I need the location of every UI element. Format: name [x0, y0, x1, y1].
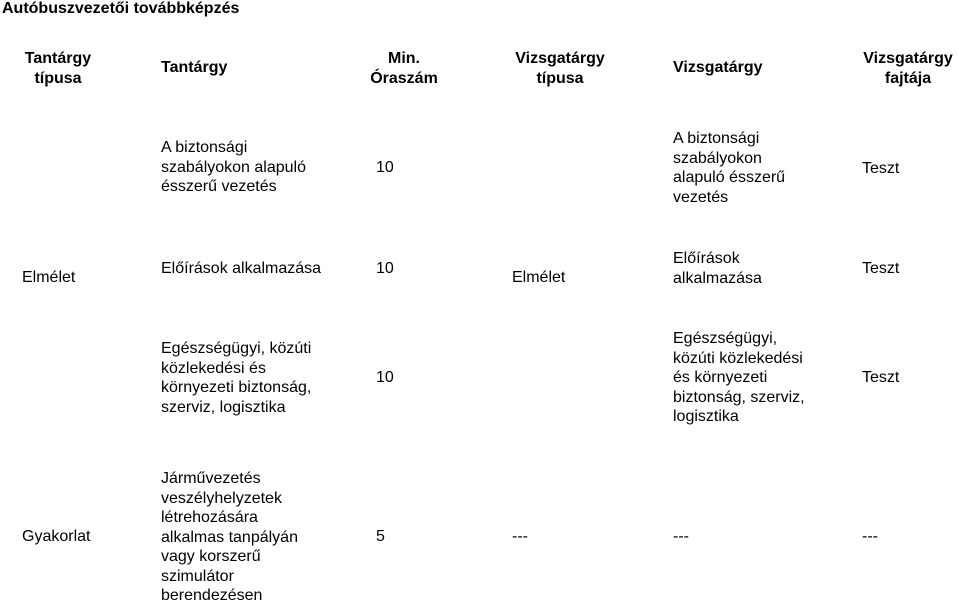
row3-exam-subject-line: és környezeti — [673, 369, 768, 386]
row1-exam-kind: Teszt — [862, 160, 900, 177]
row3-exam-subject-line: biztonság, szerviz, — [673, 388, 805, 406]
row3-subject-line: szerviz, logisztika — [161, 398, 286, 416]
header-min-hours — [363, 49, 445, 88]
header-exam-subject-type — [505, 49, 615, 88]
row4-hours: 5 — [376, 528, 385, 545]
row1-subject — [161, 138, 306, 197]
row4-subject — [161, 469, 298, 606]
row2-exam-subject — [673, 249, 762, 288]
row4-subject-line: alkalmas tanpályán — [161, 528, 298, 546]
row1-exam-subject-line: vezetés — [673, 188, 729, 206]
row4-exam-subject: --- — [673, 528, 689, 545]
header-subject-line1: Tantárgy — [161, 59, 228, 76]
row3-exam-kind: Teszt — [862, 369, 900, 386]
row2-exam-subject-line: Előírások — [673, 250, 740, 267]
row4-subject-line: Járművezetés — [161, 470, 261, 487]
row1-subject-line: ésszerű vezetés — [161, 178, 277, 195]
row4-subject-line: veszélyhelyzetek — [161, 489, 282, 507]
row3-exam-subject — [673, 329, 805, 427]
row1-subject-line: A biztonsági — [161, 139, 248, 156]
row3-subject-line: környezeti biztonság, — [161, 379, 312, 396]
row4-exam-type: --- — [512, 528, 528, 545]
row3-subject-line: Egészségügyi, közúti — [161, 340, 312, 357]
row1-exam-subject-line: A biztonsági — [673, 130, 760, 147]
row3-exam-subject-line: közúti közlekedési — [673, 349, 803, 367]
row4-subject-line: szimulátor — [161, 567, 234, 585]
row4-subject-line: létrehozására — [161, 509, 258, 526]
row2-exam-subject-line: alkalmazása — [673, 269, 762, 287]
header-exam-subject-line1: Vizsgatárgy — [673, 59, 763, 76]
row2-subject: Előírások alkalmazása — [161, 260, 322, 277]
header-subject-type-line2: típusa — [34, 69, 82, 87]
header-subject-type-line1: Tantárgy — [24, 50, 92, 67]
header-min-hours-line1: Min. — [388, 50, 420, 67]
header-subject-type — [17, 49, 99, 88]
header-exam-kind — [853, 49, 959, 88]
row3-subject-line: közlekedési és — [161, 359, 266, 377]
row4-type: Gyakorlat — [22, 528, 91, 545]
row2-exam-type: Elmélet — [512, 269, 566, 286]
row1-hours: 10 — [376, 159, 394, 176]
row3-exam-subject-line: logisztika — [673, 408, 739, 425]
row1-exam-subject-line: alapuló ésszerű — [673, 169, 786, 186]
row3-subject — [161, 339, 311, 417]
row4-exam-kind: --- — [862, 528, 878, 545]
header-exam-kind-line2: fajtája — [884, 69, 932, 87]
row1-exam-subject — [673, 129, 785, 207]
row3-exam-subject-line: Egészségügyi, — [673, 330, 778, 347]
row3-hours: 10 — [376, 369, 394, 386]
row1-exam-subject-line: szabályokon — [673, 149, 762, 167]
page-title: Autóbuszvezetői továbbképzés — [2, 0, 240, 17]
header-exam-subject — [673, 58, 763, 78]
row2-type: Elmélet — [22, 269, 76, 286]
row1-subject-line: szabályokon alapuló — [161, 158, 306, 176]
row4-subject-line: vagy korszerű — [161, 548, 261, 565]
row2-exam-kind: Teszt — [862, 260, 900, 277]
header-subject — [161, 58, 227, 78]
header-min-hours-line2: Óraszám — [370, 69, 438, 87]
row2-hours: 10 — [376, 260, 394, 277]
header-exam-kind-line1: Vizsgatárgy — [863, 50, 953, 67]
header-exam-subject-type-line1: Vizsgatárgy — [515, 50, 605, 67]
header-exam-subject-type-line2: típusa — [536, 69, 584, 87]
row4-subject-line: berendezésen — [161, 587, 263, 604]
